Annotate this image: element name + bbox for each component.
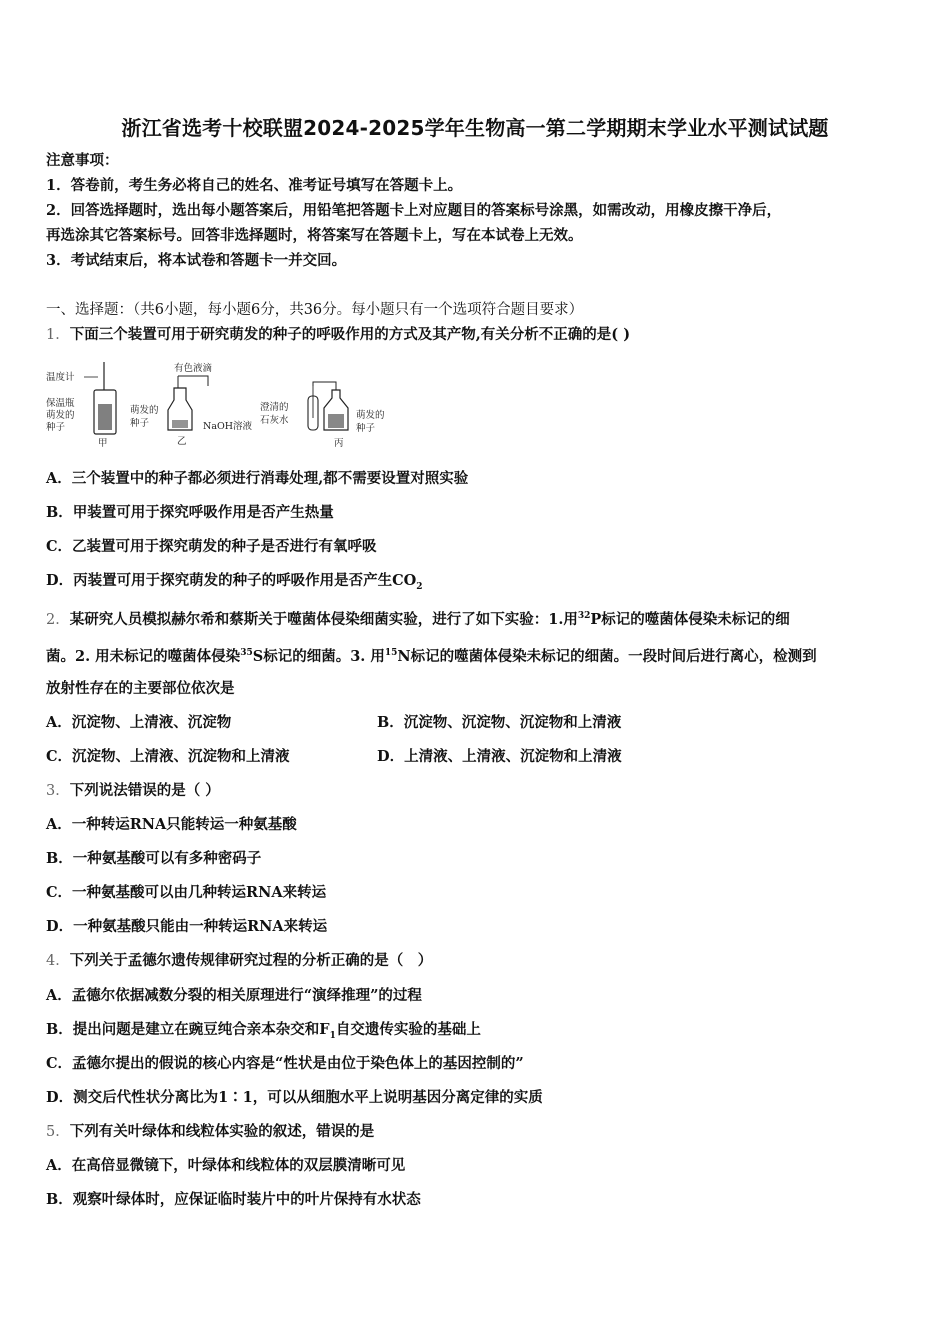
notice-item-3: 3．考试结束后，将本试卷和答题卡一并交回。 <box>46 252 347 269</box>
q2-sup-15: 15 <box>384 648 398 658</box>
q2-number: 2． <box>46 611 70 628</box>
q4-number: 4． <box>46 953 70 969</box>
exam-title: 浙江省选考十校联盟2024-2025学年生物高一第二学期期末学业水平测试试题 <box>121 116 829 140</box>
q1-option-d <box>46 571 423 597</box>
q2-text-1a: 某研究人员模拟赫尔希和蔡斯关于噬菌体侵染细菌实验，进行了如下实验：1.用 <box>69 610 578 628</box>
q5-stem <box>46 1122 374 1142</box>
q3-number: 3． <box>46 783 70 799</box>
q1-stem <box>46 325 630 345</box>
section-heading: 一、选择题：（共6小题，每小题6分，共36分。每小题只有一个选项符合题目要求） <box>46 302 584 318</box>
jia-seeds-label-2: 种子 <box>46 422 66 433</box>
limewater-label-1: 澄清的 <box>260 402 289 413</box>
q3-option-c: C．一种氨基酸可以由几种转运RNA来转运 <box>46 884 327 901</box>
q4-option-b-text-1: B．提出问题是建立在豌豆纯合亲本杂交和F <box>46 1021 330 1038</box>
label-bing: 丙 <box>334 438 344 449</box>
q3-text: 下列说法错误的是（ ） <box>69 782 220 799</box>
thermometer-label: 温度计 <box>46 372 75 383</box>
q1-text: 下面三个装置可用于研究萌发的种子的呼吸作用的方式及其产物,有关分析不正确的是( ) <box>69 326 631 343</box>
q2-option-b: B．沉淀物、沉淀物、沉淀物和上清液 <box>377 714 622 731</box>
notice-item-2-cont: 再选涂其它答案标号。回答非选择题时，将答案写在答题卡上，写在本试卷上无效。 <box>46 227 583 244</box>
q2-text-2b: S标记的细菌。3. 用 <box>252 647 385 665</box>
label-yi: 乙 <box>177 436 187 447</box>
q2-text-2a: 菌。2. 用未标记的噬菌体侵染 <box>46 647 241 665</box>
bing-seeds-label-1: 萌发的 <box>356 410 385 421</box>
q1-option-d-sub: 2 <box>416 581 423 592</box>
q3-option-a: A．一种转运RNA只能转运一种氨基酸 <box>46 816 297 833</box>
q5-number: 5． <box>46 1124 70 1140</box>
q2-line-3: 放射性存在的主要部位依次是 <box>46 680 235 697</box>
jia-seeds-label-1: 萌发的 <box>46 410 75 421</box>
q4-text: 下列关于孟德尔遗传规律研究过程的分析正确的是（ ） <box>69 952 433 969</box>
yi-seeds-label-2: 种子 <box>130 418 150 429</box>
q3-stem <box>46 781 220 801</box>
q2-line-1 <box>46 606 790 630</box>
q2-sup-32: 32 <box>577 611 591 621</box>
q1-option-a: A．三个装置中的种子都必须进行消毒处理,都不需要设置对照实验 <box>46 470 469 487</box>
q4-option-b-sub: 1 <box>329 1030 336 1041</box>
q1-option-d-text: D．丙装置可用于探究萌发的种子的呼吸作用是否产生CO <box>46 572 417 589</box>
q4-option-b <box>46 1020 481 1046</box>
bing-seeds-label-2: 种子 <box>356 423 376 434</box>
label-jia: 甲 <box>98 438 108 449</box>
q1-option-c: C．乙装置可用于探究萌发的种子是否进行有氧呼吸 <box>46 538 377 555</box>
q2-option-d: D．上清液、上清液、沉淀物和上清液 <box>377 748 622 765</box>
q5-option-a: A．在高倍显微镜下，叶绿体和线粒体的双层膜清晰可见 <box>46 1157 406 1174</box>
apparatus-figure <box>46 358 396 453</box>
q2-text-2c: N标记的噬菌体侵染未标记的细菌。一段时间后进行离心，检测到 <box>397 647 817 665</box>
q5-option-b: B．观察叶绿体时，应保证临时装片中的叶片保持有水状态 <box>46 1191 421 1208</box>
q4-stem <box>46 951 432 971</box>
q2-text-1b: P标记的噬菌体侵染未标记的细 <box>590 610 790 628</box>
dye-drop-label: 有色液滴 <box>174 363 213 374</box>
q2-option-a: A．沉淀物、上清液、沉淀物 <box>46 714 232 731</box>
q3-option-d: D．一种氨基酸只能由一种转运RNA来转运 <box>46 918 328 935</box>
notice-heading: 注意事项： <box>46 152 119 169</box>
notice-item-1: 1．答卷前，考生务必将自己的姓名、准考证号填写在答题卡上。 <box>46 177 463 194</box>
naoh-label: NaOH溶液 <box>203 421 253 432</box>
q1-option-b: B．甲装置可用于探究呼吸作用是否产生热量 <box>46 504 334 521</box>
q4-option-a: A．孟德尔依据减数分裂的相关原理进行“演绎推理”的过程 <box>46 987 422 1004</box>
q3-option-b: B．一种氨基酸可以有多种密码子 <box>46 850 262 867</box>
q2-option-c: C．沉淀物、上清液、沉淀物和上清液 <box>46 748 290 765</box>
q5-text: 下列有关叶绿体和线粒体实验的叙述，错误的是 <box>69 1123 375 1140</box>
limewater-label-2: 石灰水 <box>260 415 289 426</box>
q4-option-b-text-2: 自交遗传实验的基础上 <box>335 1021 481 1038</box>
thermos-label: 保温瓶 <box>46 398 75 409</box>
q1-number: 1． <box>46 327 70 343</box>
q2-line-2 <box>46 643 817 667</box>
q4-option-d: D．测交后代性状分离比为1∶1，可以从细胞水平上说明基因分离定律的实质 <box>46 1089 543 1106</box>
q2-sup-35: 35 <box>240 648 253 658</box>
yi-seeds-label-1: 萌发的 <box>130 405 159 416</box>
q4-option-c: C．孟德尔提出的假说的核心内容是“性状是由位于染色体上的基因控制的” <box>46 1055 524 1072</box>
notice-item-2: 2．回答选择题时，选出每小题答案后，用铅笔把答题卡上对应题目的答案标号涂黑，如需改动，用橡皮擦干净后， <box>46 202 782 219</box>
